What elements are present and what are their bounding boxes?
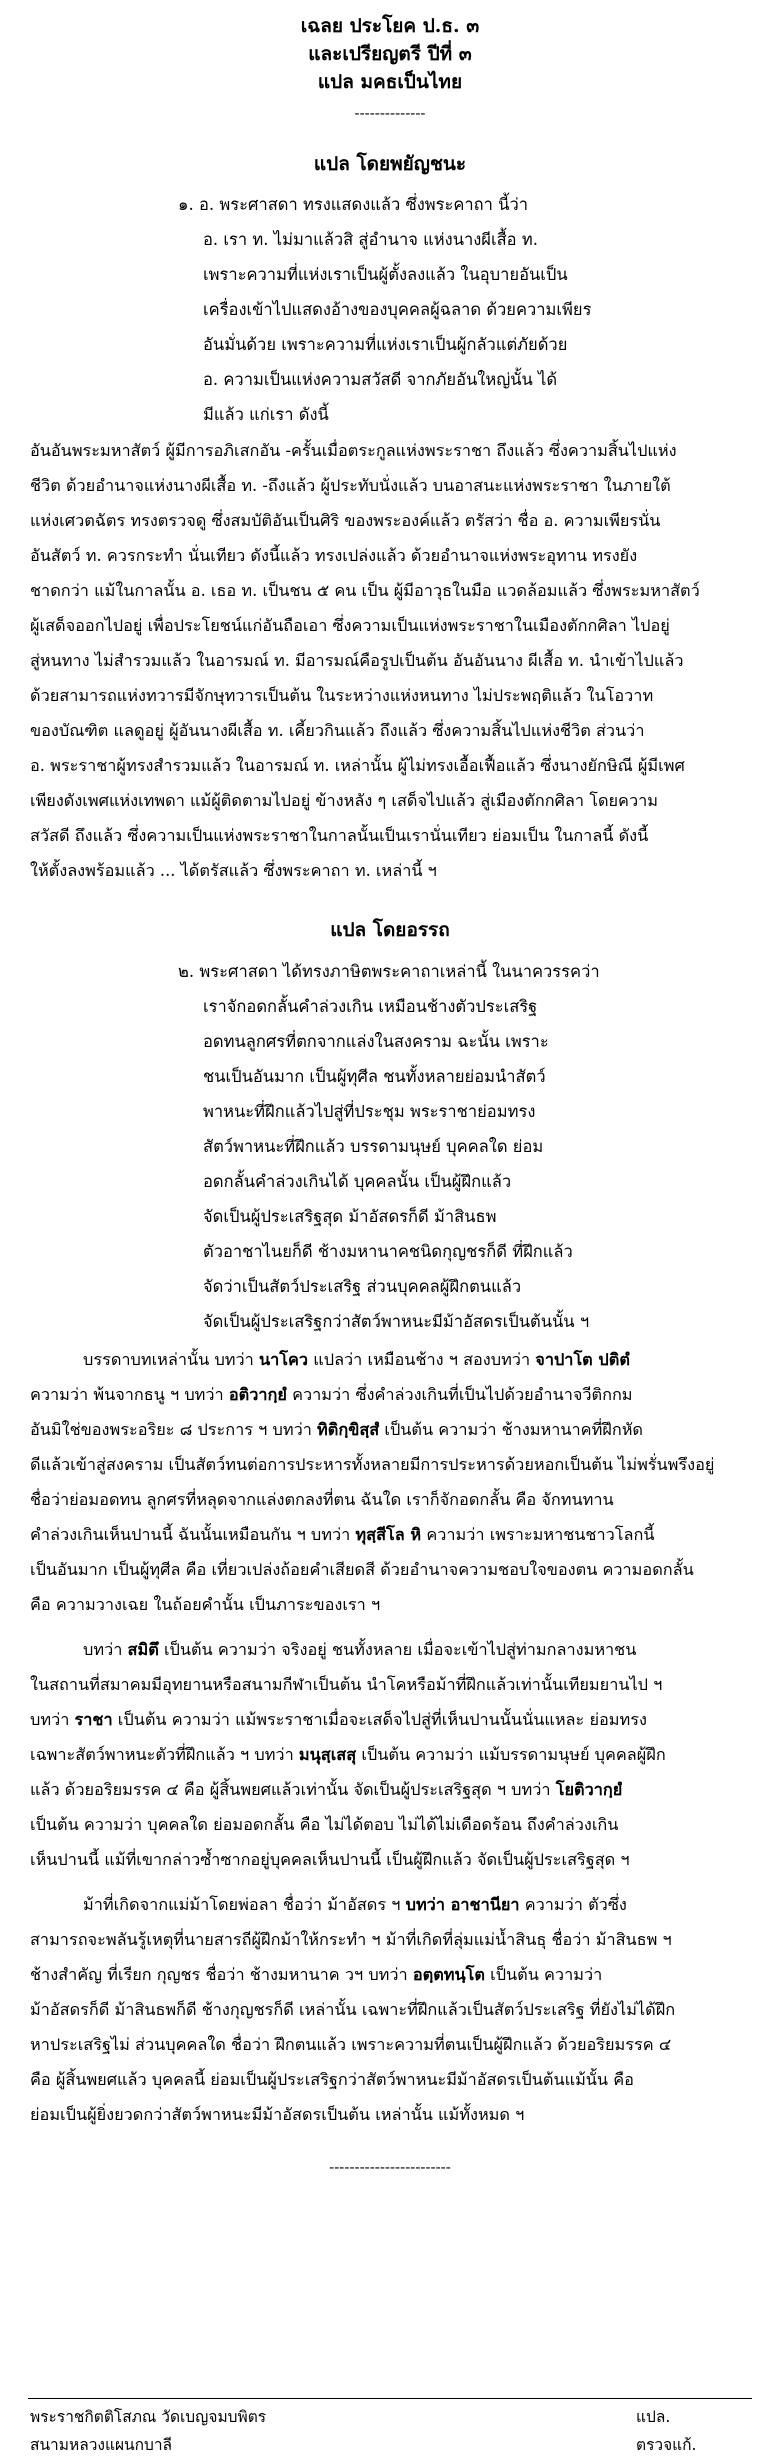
section1-title: แปล โดยพยัญชนะ: [313, 153, 467, 175]
pali-term: ทุสฺสีโล หิ: [355, 1525, 422, 1544]
paragraph-line: ชื่อว่าย่อมอดทน ลูกศรที่หลุดจากแล่งตกลงที่ตน ฉันใด เราก็จักอดกลั้น คือ จักทนทาน: [30, 1490, 614, 1509]
paragraph-line: ชาดกว่า แม้ในกาลนั้น อ. เธอ ท. เป็นชน ๕ คน เป็น ผู้มีอาวุธในมือ แวดล้อมแล้ว ซึ่งพระมหาสัตว์: [30, 581, 700, 600]
paragraph-line: สามารถจะพลันรู้เหตุที่นายสารถีผู้ฝึกม้าให้กระทำ ฯ ม้าที่เกิดที่ลุ่มแม่น้ำสินธุ ชื่อว่า ม้าสินธพ ฯ: [30, 1930, 672, 1949]
translator-role: แปล.: [636, 2408, 671, 2426]
pali-term: บทว่า อาชานียา: [405, 1895, 520, 1914]
text-run: เป็นต้น ความว่า ช้างมหานาคที่ฝึกหัด: [379, 1420, 644, 1439]
text-run: เฉพาะสัตว์พาหนะตัวที่ฝึกแล้ว ฯ บทว่า: [30, 1745, 299, 1764]
paragraph-line: [30, 1413, 643, 1447]
paragraph-line: เป็นอันมาก เป็นผู้ทุศีล คือ เที่ยวเปล่งถ้อยคำเสียดสี ด้วยอำนาจความชอบใจของตน ความอดกลั้น: [30, 1560, 694, 1579]
verse-line: จัดว่าเป็นสัตว์ประเสริฐ ส่วนบุคคลผู้ฝึกตนแล้ว: [203, 1277, 522, 1296]
paragraph-line: ดีแล้วเข้าสู่สงคราม เป็นสัตว์ทนต่อการประหารทั้งหลายมีการประหารด้วยหอกเป็นต้น ไม่พรั่นพรึงอยู่: [30, 1455, 715, 1474]
paragraph-line: แห่งเศวตฉัตร ทรงตรวจดู ซึ่งสมบัติอันเป็นศิริ ของพระองค์แล้ว ตรัสว่า ชื่อ อ. ความเพียรนั่น: [30, 511, 661, 530]
text-run: ช้างสำคัญ ที่เรียก กุญชร ชื่อว่า ช้างมหานาค วฯ บทว่า: [30, 1965, 413, 1984]
verse-line: เครื่องเข้าไปแสดงอ้างของบุคคลผู้ฉลาด ด้วยความเพียร: [203, 300, 592, 319]
verse-line: อันมั่นด้วย เพราะความที่แห่งเราเป็นผู้กลัวแต่ภัยด้วย: [203, 335, 568, 354]
text-run: เป็นต้น ความว่า แม้พระราชาเมื่อจะเสด็จไปสู่ที่เห็นปานนั้นนั่นแหละ ย่อมทรง: [112, 1710, 647, 1729]
paragraph-line: อันสัตว์ ท. ควรกระทำ นั่นเทียว ดังนี้แล้ว ทรงเปล่งแล้ว ด้วยอำนาจแห่งพระอุทาน ทรงยัง: [30, 546, 638, 565]
text-run: ความว่า ตัวซึ่ง: [519, 1895, 627, 1914]
verse-line: ๒. พระศาสดา ได้ทรงภาษิตพระคาถาเหล่านี้ ในนาควรรคว่า: [178, 962, 600, 981]
paragraph-line: คือ ความวางเฉย ในถ้อยคำนั้น เป็นภาระของเรา ฯ: [30, 1595, 381, 1614]
paragraph-line: คือ ผู้สิ้นพยศแล้ว บุคคลนี้ ย่อมเป็นผู้ประเสริฐกว่าสัตว์พาหนะมีม้าอัสดรเป็นต้นแม้นั้น คือ: [30, 2070, 634, 2089]
text-run: บรรดาบทเหล่านั้น บทว่า: [83, 1350, 259, 1369]
paragraph-line: [83, 1633, 636, 1667]
verse-line: อ. เรา ท. ไม่มาแล้วสิ สู่อำนาจ แห่งนางผีเสื้อ ท.: [203, 230, 538, 249]
paragraph-line: [30, 1958, 602, 1992]
text-run: คำล่วงเกินเห็นปานนี้ ฉันนั้นเหมือนกัน ฯ บทว่า: [30, 1525, 356, 1544]
text-run: เป็นต้น ความว่า: [484, 1965, 603, 1984]
paragraph-line: [30, 1703, 647, 1737]
checker-role: ตรวจแก้.: [636, 2436, 697, 2454]
verse-line: ชนเป็นอันมาก เป็นผู้ทุศีล ชนทั้งหลายย่อมนำสัตว์: [203, 1067, 546, 1086]
pali-term: อติวากฺยํ: [228, 1385, 287, 1404]
paragraph-line: ชีวิต ด้วยอำนาจแห่งนางผีเสื้อ ท. -ถึงแล้ว ผู้ประทับนั่งแล้ว บนอาสนะแห่งพระราชา ในภายใต้: [30, 476, 671, 495]
paragraph-line: อันอันพระมหาสัตว์ ผู้มีการอภิเสกอัน -ครั้นเมื่อตระกูลแห่งพระราชา ถึงแล้ว ซึ่งความสิ้นไปแห่ง: [30, 441, 677, 460]
verse-line: อดทนลูกศรที่ตกจากแล่งในสงคราม ฉะนั้น เพราะ: [203, 1032, 549, 1051]
paragraph-line: อ. พระราชาผู้ทรงสำรวมแล้ว ในอารมณ์ ท. เหล่านั้น ผู้ไม่ทรงเอื้อเฟื้อแล้ว ซึ่งนางยักษิณี ผู้มีเพศ: [30, 756, 685, 775]
paragraph-line: สู่หนทาง ไม่สำรวมแล้ว ในอารมณ์ ท. มีอารมณ์คือรูปเป็นต้น อันอันนาง ผีเสื้อ ท. นำเข้าไปแล้ว: [30, 651, 684, 670]
text-run: บทว่า: [83, 1640, 128, 1659]
paragraph-line: ย่อมเป็นผู้ยิ่งยวดกว่าสัตว์พาหนะมีม้าอัสดรเป็นต้น เหล่านั้น แม้ทั้งหมด ฯ: [30, 2105, 525, 2124]
paragraph-line: สวัสดี ถึงแล้ว ซึ่งความเป็นแห่งพระราชาในกาลนั้นเป็นเรานั่นเทียว ย่อมเป็น ในกาลนี้ ดังนี้: [30, 826, 649, 845]
footer-rule: [28, 2398, 752, 2399]
pali-term: สมิตึ: [127, 1640, 159, 1659]
paragraph-line: [83, 1888, 627, 1922]
paragraph-line: ให้ตั้งลงพร้อมแล้ว ... ได้ตรัสแล้ว ซึ่งพระคาถา ท. เหล่านี้ ฯ: [30, 861, 437, 880]
text-run: เป็นต้น ความว่า จริงอยู่ ชนทั้งหลาย เมื่อจะเข้าไปสู่ท่ามกลางมหาชน: [158, 1640, 637, 1659]
text-run: อันมิใช่ของพระอริยะ ๘ ประการ ฯ บทว่า: [30, 1420, 318, 1439]
pali-term: มนุสฺเสสุ: [298, 1745, 357, 1764]
pali-term: ทิติกฺขิสฺสํ: [317, 1420, 380, 1439]
paragraph-line: ในสถานที่สมาคมมีอุทยานหรือสนามกีฬาเป็นต้น นำโคหรือม้าที่ฝึกแล้วเท่านั้นเทียมยานไป ฯ: [30, 1675, 663, 1694]
paragraph-line: [30, 1518, 654, 1552]
text-run: ความว่า พ้นจากธนู ฯ บทว่า: [30, 1385, 229, 1404]
verse-line: อ. ความเป็นแห่งความสวัสดี จากภัยอันใหญ่นั้น ได้: [203, 370, 558, 389]
pali-term: โยติวากฺยํ: [555, 1780, 623, 1799]
end-separator: ------------------------: [329, 2158, 451, 2176]
pali-term: นาโคว: [259, 1350, 309, 1369]
text-run: เป็นต้น ความว่า แม้บรรดามนุษย์ บุคคลผู้ฝึก: [356, 1745, 666, 1764]
paragraph-line: [30, 1378, 633, 1412]
verse-line: พาหนะที่ฝึกแล้วไปสู่ที่ประชุม พระราชาย่อมทรง: [203, 1102, 536, 1121]
verse-line: มีแล้ว แก่เรา ดังนี้: [203, 405, 329, 424]
verse-line: ตัวอาชาไนยก็ดี ช้างมหานาคชนิดกุญชรก็ดี ที่ฝึกแล้ว: [203, 1242, 573, 1261]
paragraph-line: [30, 1773, 622, 1807]
checker-name: สนามหลวงแผนกบาลี: [30, 2436, 173, 2454]
verse-line: จัดเป็นผู้ประเสริฐสุด ม้าอัสดรก็ดี ม้าสินธพ: [203, 1207, 497, 1226]
verse-line: เราจักอดกลั้นคำล่วงเกิน เหมือนช้างตัวประเสริฐ: [203, 997, 538, 1016]
header-separator: --------------: [354, 104, 426, 122]
text-run: ความว่า เพราะมหาชนชาวโลกนี้: [421, 1525, 655, 1544]
translator-name: พระราชกิตติโสภณ วัดเบญจมบพิตร: [30, 2408, 267, 2426]
header-exam-level: เฉลย ประโยค ป.ธ. ๓: [300, 15, 480, 37]
section2-title: แปล โดยอรรถ: [330, 919, 450, 941]
paragraph-line: [30, 1738, 666, 1772]
text-run: แล้ว ด้วยอริยมรรค ๔ คือ ผู้สิ้นพยศแล้วเท่านั้น จัดเป็นผู้ประเสริฐสุด ฯ บทว่า: [30, 1780, 556, 1799]
text-run: แปลว่า เหมือนช้าง ฯ สองบทว่า: [308, 1350, 536, 1369]
paragraph-line: ผู้เสด็จออกไปอยู่ เพื่อประโยชน์แก่อันถือเอา ซึ่งความเป็นแห่งพระราชาในเมืองตักกศิลา ไปอยู่: [30, 616, 670, 635]
paragraph-line: หาประเสริฐไม่ ส่วนบุคคลใด ชื่อว่า ฝึกตนแล้ว เพราะความที่ตนเป็นผู้ฝึกแล้ว ด้วยอริยมรรค ๔: [30, 2035, 672, 2054]
pali-term: ราชา: [74, 1710, 113, 1729]
paragraph-line: เป็นต้น ความว่า บุคคลใด ย่อมอดกลั้น คือ ไม่ได้ตอบ ไม่ได้ไม่เดือดร้อน ถึงคำล่วงเกิน: [30, 1815, 619, 1834]
pali-term: อตฺตทนฺโต: [412, 1965, 485, 1984]
paragraph-line: เห็นปานนี้ แม้ที่เขากล่าวซ้ำซากอยู่บุคคลเห็นปานนี้ เป็นผู้ฝึกแล้ว จัดเป็นผู้ประเสริฐสุด ฯ: [30, 1850, 630, 1869]
verse-line: จัดเป็นผู้ประเสริฐกว่าสัตว์พาหนะมีม้าอัสดรเป็นต้นนั้น ฯ: [203, 1312, 590, 1331]
pali-term: จาปาโต ปติตํ: [535, 1350, 630, 1369]
paragraph-line: ของบัณฑิต แลดูอยู่ ผู้อันนางผีเสื้อ ท. เคี้ยวกินแล้ว ถึงแล้ว ซึ่งความสิ้นไปแห่งชีวิต ส่วนว่า: [30, 721, 645, 740]
paragraph-line: [83, 1343, 630, 1377]
text-run: ม้าที่เกิดจากแม่ม้าโดยพ่อลา ชื่อว่า ม้าอัสดร ฯ: [83, 1895, 406, 1914]
verse-line: ๑. อ. พระศาสดา ทรงแสดงแล้ว ซึ่งพระคาถา นี้ว่า: [178, 195, 528, 214]
verse-line: เพราะความที่แห่งเราเป็นผู้ตั้งลงแล้ว ในอุบายอันเป็น: [203, 265, 568, 284]
verse-line: สัตว์พาหนะที่ฝึกแล้ว บรรดามนุษย์ บุคคลใด ย่อม: [203, 1137, 544, 1156]
paragraph-line: เพียงดังเพศแห่งเทพดา แม้ผู้ติดตามไปอยู่ ข้างหลัง ๆ เสด็จไปแล้ว สู่เมืองตักกศิลา โดยความ: [30, 791, 658, 810]
text-run: บทว่า: [30, 1710, 75, 1729]
header-grade: และเปรียญตรี ปีที่ ๓: [308, 43, 472, 65]
paragraph-line: ม้าอัสดรก็ดี ม้าสินธพก็ดี ช้างกุญชรก็ดี เหล่านั้น เฉพาะที่ฝึกแล้วเป็นสัตว์ประเสริฐ ที่ยังไม่ได้ฝึก: [30, 2000, 676, 2019]
text-run: ความว่า ซึ่งคำล่วงเกินที่เป็นไปด้วยอำนาจวีติกกม: [286, 1385, 633, 1404]
paragraph-line: ด้วยสามารถแห่งทวารมีจักษุทวารเป็นต้น ในระหว่างแห่งหนทาง ไม่ประพฤติแล้ว ในโอวาท: [30, 686, 654, 705]
verse-line: อดกลั้นคำล่วงเกินได้ บุคคลนั้น เป็นผู้ฝึกแล้ว: [203, 1172, 512, 1191]
header-translation-type: แปล มคธเป็นไทย: [317, 71, 463, 93]
